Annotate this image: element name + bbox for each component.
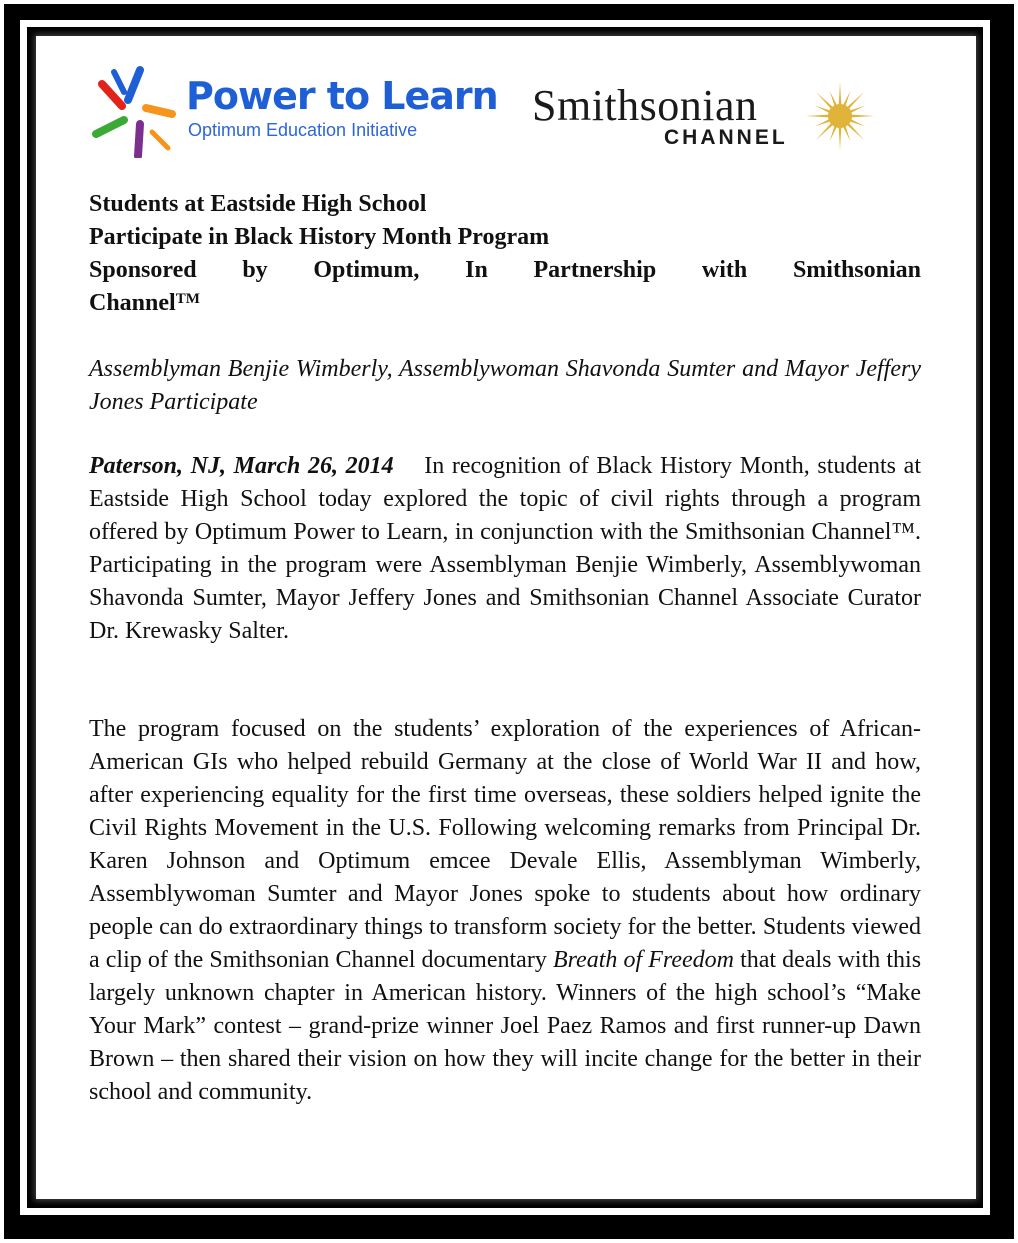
smithsonian-title: Smithsonian [532,81,758,130]
headline-channel: Channel [89,290,176,316]
power-to-learn-logo [88,60,498,160]
smithsonian-channel-logo [532,80,892,160]
trademark-mark: TM [175,291,200,307]
paragraph-2-part-1: The program focused on the students’ exploration of the experiences of African-American GIs who helped rebuild Germany at the close of World War II and how, after experiencing equality for the first time overseas, these soldiers helped ignite the Civil Rights Movement in the U.S. Following welcoming remarks from Principal Dr. Karen Johnson and Optimum emcee Devale Ellis, Assemblyman Wimberly, Assemblywoman Sumter and Mayor Jones spoke to students about how ordinary people can do extraordinary things to transform society for the better. Students viewed a clip of the Smithsonian Channel documentary [89,716,921,973]
sun-ray [843,91,850,106]
smithsonian-sun-icon [804,80,876,152]
sun-ray [815,106,830,113]
paragraph-2 [89,713,921,1109]
subheadline: Assemblyman Benjie Wimberly, Assemblywoman Shavonda Sumter and Mayor Jeffery Jones Participate [89,356,921,415]
headline-line-3: Sponsored by Optimum, In Partnership with Smithsonian [89,257,921,283]
power-to-learn-star-icon [88,62,178,158]
dateline: Paterson, NJ, March 26, 2014 [89,453,394,479]
sun-ray [839,127,842,150]
sun-ray [851,115,874,118]
press-release-page [36,36,976,1199]
headline-line-4 [89,287,921,320]
power-to-learn-subtitle: Optimum Education Initiative [188,120,418,140]
sun-ray [843,126,850,141]
sun-ray [816,123,833,140]
sun-ray [830,126,837,141]
sun-ray [847,92,864,109]
headline [89,188,921,320]
paragraph-2-part-2: that deals with this largely unknown chapter in American history. Winners of the high school’s “Make Your Mark” contest – grand-prize winner Joel Paez Ramos and first runner-up Dawn Brown – then shared their vision on how they will incite change for the better in their school and community. [89,947,922,1105]
smithsonian-subtitle: CHANNEL [664,126,788,149]
sun-ray [830,91,837,106]
headline-line-2: Participate in Black History Month Program [89,224,550,250]
paragraph-1 [89,450,921,648]
sun-ray [850,106,865,113]
sun-ray [816,92,833,109]
sun-ray [847,123,864,140]
sun-ray [850,119,865,126]
headline-line-1: Students at Eastside High School [89,191,427,217]
sun-ray [806,115,829,118]
sun-ray [815,119,830,126]
film-title: Breath of Freedom [552,947,734,973]
sun-ray [839,82,842,105]
paragraph-1-body: In recognition of Black History Month, students at Eastside High School today explored the topic of civil rights through a program offered by Optimum Power to Learn, in conjunction with the Smithsonian Channel™. Participating in the program were Assemblyman Benjie Wimberly, Assemblywoman Shavonda Sumter, Mayor Jeffery Jones and Smithsonian Channel Associate Curator Dr. Krewasky Salter. [89,453,921,644]
power-to-learn-title: Power to Learn [186,74,498,118]
